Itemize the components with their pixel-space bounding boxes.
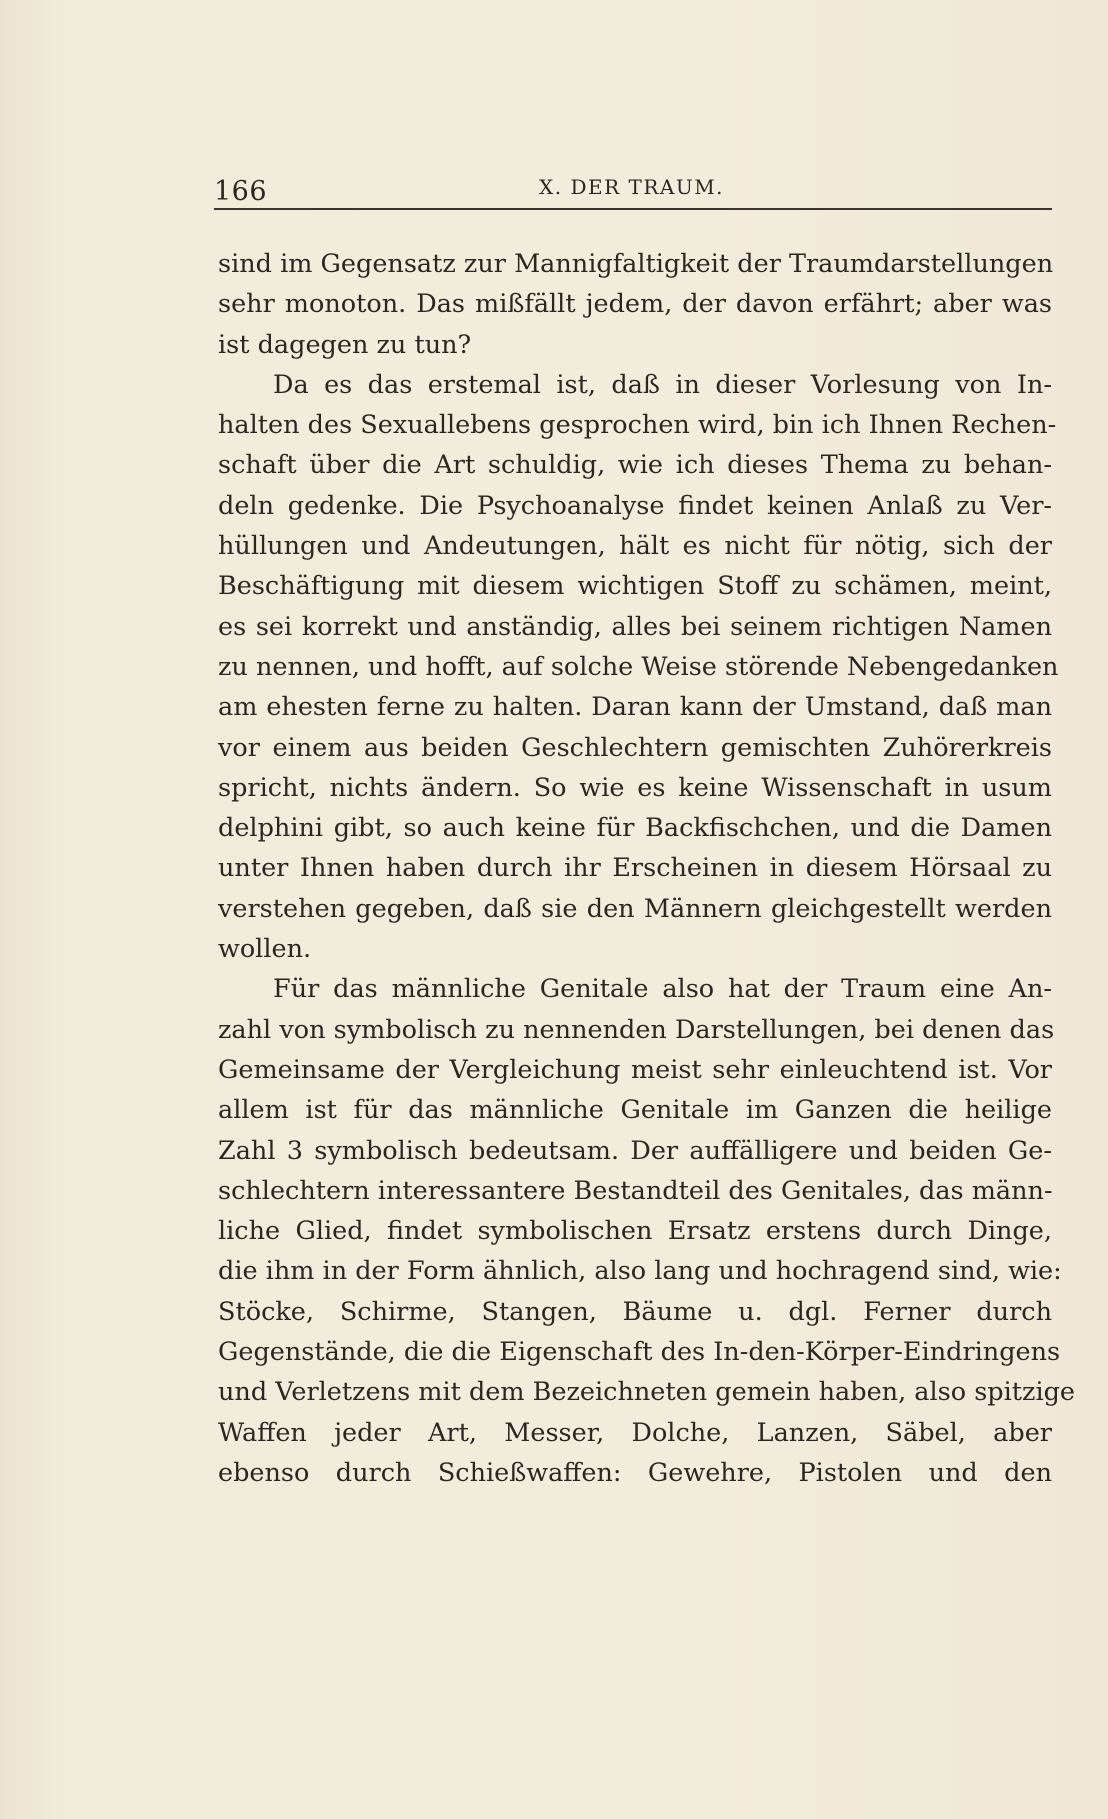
text-line: sehr monoton. Das mißfällt jedem, der davon erfährt; aber was: [218, 289, 1052, 320]
text-line: ist dagegen zu tun?: [218, 329, 472, 360]
text-line: verstehen gegeben, daß sie den Männern gleichgestellt werden: [218, 893, 1052, 924]
text-line: vor einem aus beiden Geschlechtern gemischten Zuhörerkreis: [218, 732, 1052, 763]
text-line: hüllungen und Andeutungen, hält es nicht für nötig, sich der: [218, 531, 1052, 562]
text-line: und Verletzens mit dem Bezeichneten gemein haben, also spitzige: [218, 1377, 1076, 1408]
text-line: ebenso durch Schießwaffen: Gewehre, Pistolen und den: [218, 1457, 1052, 1488]
text-line: sind im Gegensatz zur Mannigfaltigkeit der Traumdarstellungen: [218, 249, 1054, 279]
text-line: deln gedenke. Die Psychoanalyse findet keinen Anlaß zu Ver-: [218, 490, 1052, 521]
text-line: zu nennen, und hofft, auf solche Weise störende Nebengedanken: [218, 651, 1059, 682]
text-line: Zahl 3 symbolisch bedeutsam. Der auffälligere und beiden Ge-: [218, 1135, 1052, 1166]
text-line: die ihm in der Form ähnlich, also lang und hochragend sind, wie:: [218, 1256, 1062, 1287]
text-line: Gegenstände, die die Eigenschaft des In-den-Körper-Eindringens: [218, 1337, 1061, 1368]
text-line: Da es das erstemal ist, daß in dieser Vorlesung von In-: [273, 369, 1052, 400]
header-rule: [214, 208, 1052, 210]
text-line: Waffen jeder Art, Messer, Dolche, Lanzen, Säbel, aber: [218, 1417, 1052, 1448]
text-line: Beschäftigung mit diesem wichtigen Stoff zu schämen, meint,: [218, 571, 1052, 602]
text-line: es sei korrekt und anständig, alles bei seinem richtigen Namen: [218, 611, 1052, 642]
body-text: [218, 244, 1076, 1493]
text-line: zahl von symbolisch zu nennenden Darstellungen, bei denen das: [218, 1014, 1055, 1045]
text-line: wollen.: [218, 934, 312, 965]
text-line: spricht, nichts ändern. So wie es keine Wissenschaft in usum: [218, 772, 1052, 803]
text-line: delphini gibt, so auch keine für Backfischchen, und die Damen: [218, 813, 1052, 844]
text-line: allem ist für das männliche Genitale im Ganzen die heilige: [218, 1095, 1052, 1126]
text-line: am ehesten ferne zu halten. Daran kann der Umstand, daß man: [218, 692, 1052, 723]
page-header: [214, 170, 1052, 210]
text-line: unter Ihnen haben durch ihr Erscheinen in diesem Hörsaal zu: [218, 853, 1052, 884]
text-line: schlechtern interessantere Bestandteil des Genitales, das männ-: [218, 1175, 1053, 1206]
text-line: halten des Sexuallebens gesprochen wird, bin ich Ihnen Rechen-: [218, 410, 1057, 441]
text-line: Für das männliche Genitale also hat der Traum eine An-: [273, 974, 1052, 1005]
text-line: liche Glied, findet symbolischen Ersatz erstens durch Dinge,: [218, 1216, 1052, 1247]
running-head: X. DER TRAUM.: [539, 175, 725, 199]
text-line: Gemeinsame der Vergleichung meist sehr einleuchtend ist. Vor: [218, 1054, 1052, 1085]
text-line: Stöcke, Schirme, Stangen, Bäume u. dgl. Ferner durch: [218, 1296, 1052, 1327]
page-number: 166: [214, 176, 268, 207]
text-line: schaft über die Art schuldig, wie ich dieses Thema zu behan-: [218, 450, 1052, 481]
